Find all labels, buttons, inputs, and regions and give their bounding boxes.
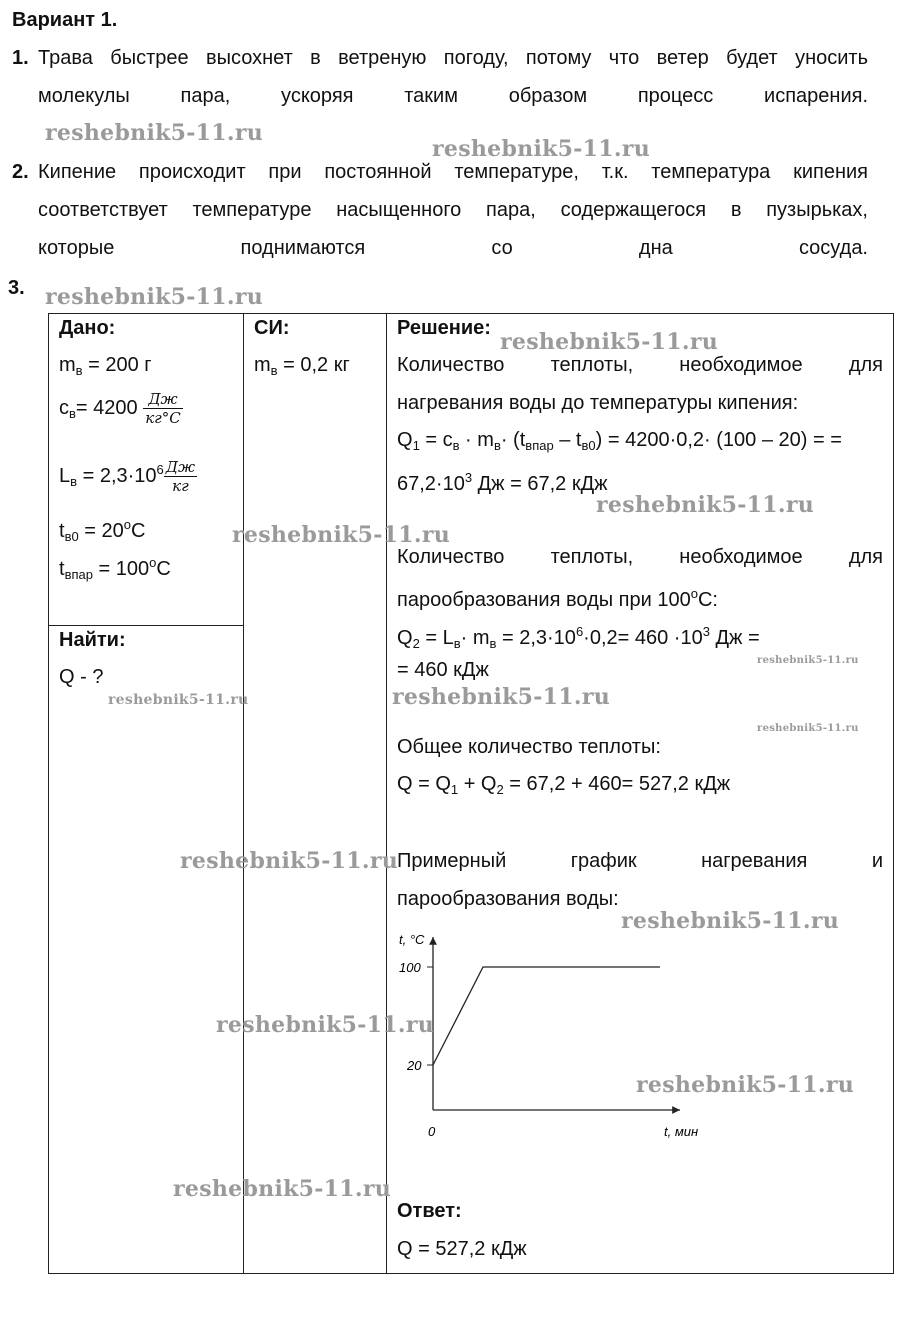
heat-capacity-unit: $\frac{Дж}{кг^\circ C}$ xyxy=(145,390,181,428)
temperature-curve xyxy=(433,967,660,1065)
watermark: reshebnik5-11.ru xyxy=(621,908,840,934)
answer-label: Ответ: xyxy=(397,1200,462,1222)
q1-result: $67,2\cdot 10^3$ Дж = 67,2 кДж xyxy=(397,470,608,495)
solution-header: Решение: xyxy=(397,317,491,339)
watermark: reshebnik5-11.ru xyxy=(596,492,815,518)
watermark: reshebnik5-11.ru xyxy=(432,136,651,162)
watermark: reshebnik5-11.ru xyxy=(45,120,264,146)
solution-p2-line1: Количество теплоты, необходимое для xyxy=(397,546,883,568)
latent-heat-unit: $\frac{Дж}{кг}$ xyxy=(165,458,196,496)
given-boiling-temp: $t_{впар} = 100^oC$ xyxy=(59,555,171,582)
si-mass: $m_в = 0,2$ кг xyxy=(254,354,350,378)
total-label: Общее количество теплоты: xyxy=(397,736,661,758)
q2-line3: которые поднимаются со дна сосуда. xyxy=(38,237,868,259)
answer-value: Q = 527,2 кДж xyxy=(397,1238,527,1260)
graph-caption-line2: парообразования воды: xyxy=(397,888,619,910)
y-axis-label: t, °C xyxy=(399,932,425,947)
watermark: reshebnik5-11.ru xyxy=(392,684,611,710)
si-header: СИ: xyxy=(254,317,290,339)
q2-line2: соответствует температуре насыщенного пара, содержащегося в пузырьках, xyxy=(38,199,868,221)
x-axis-label: t, мин xyxy=(664,1124,699,1139)
solution-p1-line1: Количество теплоты, необходимое для xyxy=(397,354,883,376)
find-header: Найти: xyxy=(59,629,126,651)
watermark: reshebnik5-11.ru xyxy=(180,848,399,874)
q2-result: = 460 кДж xyxy=(397,659,489,681)
q2-number: 2. xyxy=(12,161,29,183)
given-initial-temp: $t_{в0} = 20^oC$ xyxy=(59,517,146,544)
watermark: reshebnik5-11.ru xyxy=(216,1012,435,1038)
total-formula: $Q = Q_1 + Q_2 = 67,2 + 460= 527,2$ кДж xyxy=(397,773,731,797)
q3-number: 3. xyxy=(8,277,25,299)
given-heat-capacity: $c_в= 4200$ $\frac{Дж}{кг^\circ C}$ xyxy=(59,390,181,428)
watermark: reshebnik5-11.ru xyxy=(500,329,719,355)
q1-line1: Трава быстрее высохнет в ветреную погоду, потому что ветер будет уносить xyxy=(38,47,868,69)
find-value: Q - ? xyxy=(59,666,104,688)
watermark: reshebnik5-11.ru xyxy=(636,1072,855,1098)
solution-p2-line2: парообразования воды при 100$^o$C: xyxy=(397,586,718,611)
given-header: Дано: xyxy=(59,317,116,339)
heating-graph xyxy=(390,925,720,1150)
y-tick-20-label: 20 xyxy=(407,1058,422,1073)
watermark: reshebnik5-11.ru xyxy=(232,522,451,548)
variant-title: Вариант 1. xyxy=(12,9,118,31)
graph-caption-line1: Примерный график нагревания и xyxy=(397,850,883,872)
q2-formula: $Q_2 = L_в\cdot m_в = 2,3\cdot 10^6\cdot 0,2= 460 \cdot 10^3$ Дж = xyxy=(397,624,760,651)
solution-p1-line2: нагревания воды до температуры кипения: xyxy=(397,392,799,414)
q2-line1: Кипение происходит при постоянной температуре, т.к. температура кипения xyxy=(38,161,868,183)
watermark: reshebnik5-11.ru xyxy=(757,723,859,734)
watermark: reshebnik5-11.ru xyxy=(757,655,859,666)
watermark: reshebnik5-11.ru xyxy=(173,1176,392,1202)
y-tick-100-label: 100 xyxy=(399,960,421,975)
q1-line2: молекулы пара, ускоряя таким образом процесс испарения. xyxy=(38,85,868,107)
given-latent-heat: $L_в = 2,3\cdot 10^6$ $\frac{Дж}{кг}$ xyxy=(59,458,196,496)
watermark: reshebnik5-11.ru xyxy=(45,284,264,310)
q1-formula: $Q_1 = c_в \cdot m_в\cdot (t_{впар} - t_{в0}) = 4200\cdot 0,2\cdot (100 - 20)$ = = xyxy=(397,429,842,453)
q1-number: 1. xyxy=(12,47,29,69)
origin-label: 0 xyxy=(428,1124,436,1139)
given-mass: $m_в = 200$ г xyxy=(59,354,152,378)
watermark: reshebnik5-11.ru xyxy=(108,692,249,708)
